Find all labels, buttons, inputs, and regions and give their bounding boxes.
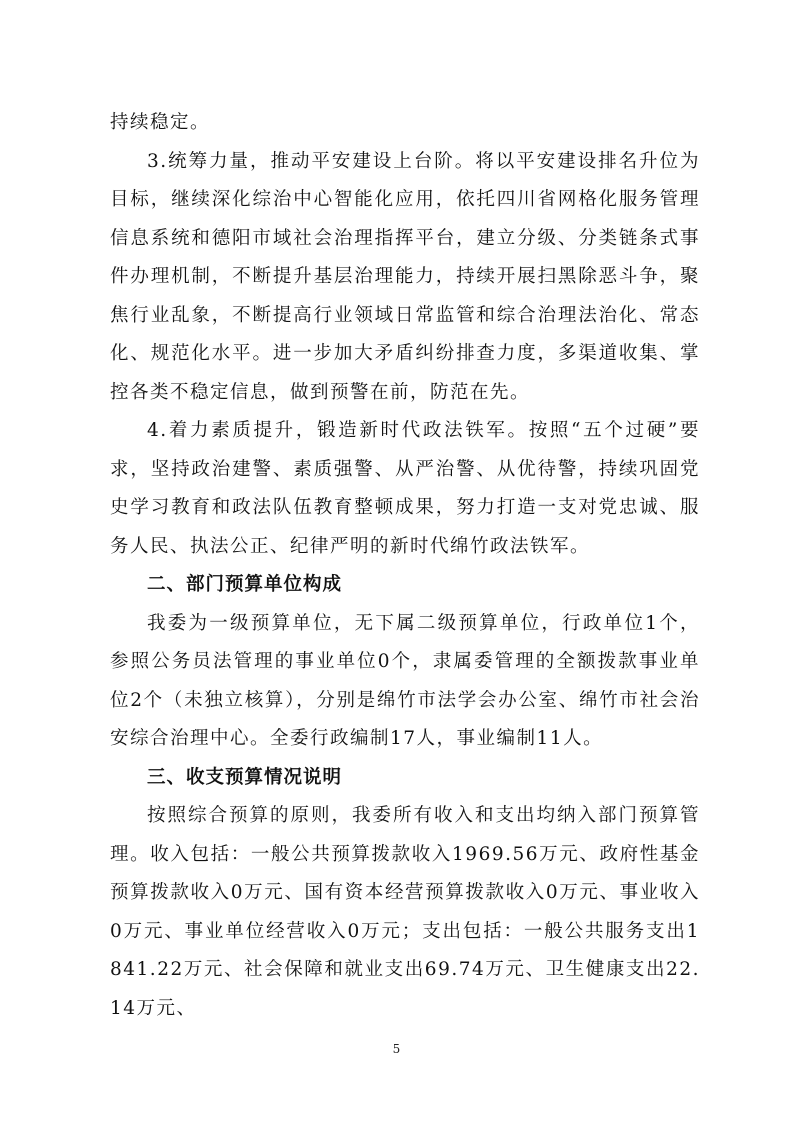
section-heading-revenue-expenditure: 三、收支预算情况说明 [147,766,343,788]
page-number: 5 [392,1042,401,1056]
section-heading-budget-units: 二、部门预算单位构成 [147,574,343,595]
paragraph-budget-units: 我委为一级预算单位，无下属二级预算单位，行政单位1个，参照公务员法管理的事业单位0个，隶属委管理的全额拨款事业单位2个（未独立核算），分别是绵竹市法学会办公室、绵竹市社会治安综合治理中心。全委行政编制17人，事业编制11人。 [110,612,700,749]
document-body [110,104,700,1028]
paragraph-item-3: 3.统筹力量，推动平安建设上台阶。将以平安建设排名升位为目标，继续深化综治中心智能化应用，依托四川省网格化服务管理信息系统和德阳市域社会治理指挥平台，建立分级、分类链条式事件办理机制，不断提升基层治理能力，持续开展扫黑除恶斗争，聚焦行业乱象，不断提高行业领域日常监管和综合治理法治化、常态化、规范化水平。进一步加大矛盾纠纷排查力度，多渠道收集、掌控各类不稳定信息，做到预警在前，防范在先。 [110,150,700,403]
paragraph-revenue-expenditure: 按照综合预算的原则，我委所有收入和支出均纳入部门预算管理。收入包括：一般公共预算拨款收入1969.56万元、政府性基金预算拨款收入0万元、国有资本经营预算拨款收入0万元、事业收入0万元、事业单位经营收入0万元；支出包括：一般公共服务支出1841.22万元、社会保障和就业支出69.74万元、卫生健康支出22.14万元、 [110,805,700,1019]
paragraph-continuation: 持续稳定。 [110,112,211,133]
paragraph-item-4: 4.着力素质提升，锻造新时代政法铁军。按照“五个过硬”要求，坚持政治建警、素质强警、从严治警、从优待警，持续巩固党史学习教育和政法队伍教育整顿成果，努力打造一支对党忠诚、服务人民、执法公正、纪律严明的新时代绵竹政法铁军。 [110,420,700,557]
